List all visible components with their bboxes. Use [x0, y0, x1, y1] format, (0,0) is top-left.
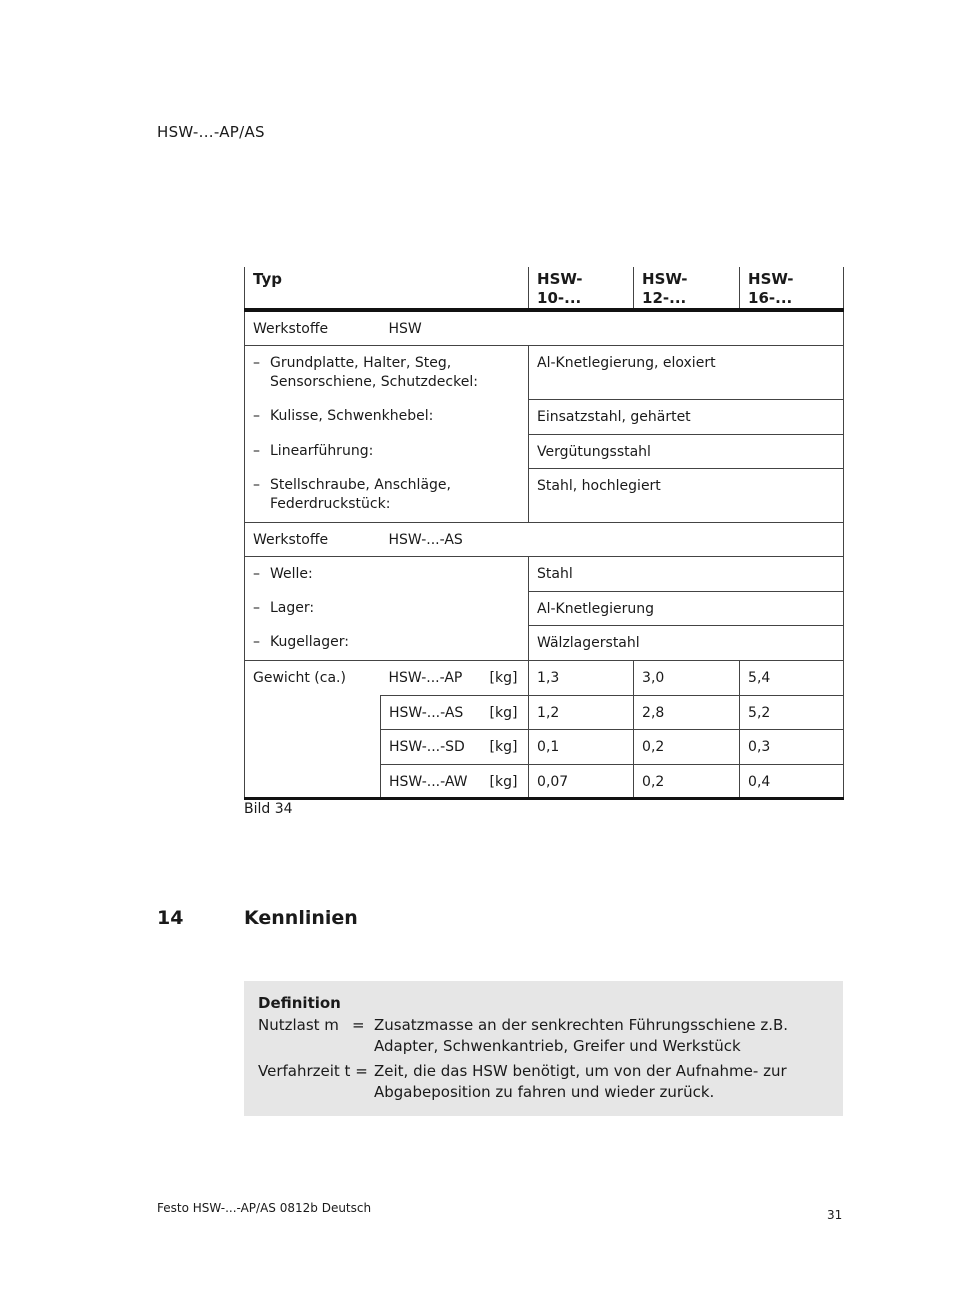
- group-label: Werkstoffe: [245, 522, 381, 556]
- table-row: [245, 625, 844, 660]
- figure-caption: Bild 34: [244, 801, 293, 817]
- group-model: HSW: [381, 310, 844, 345]
- table-header-row: [245, 267, 844, 310]
- part-text: Kugellager:: [270, 634, 349, 650]
- material-cell: Al-Knetlegierung: [529, 591, 844, 625]
- table-row: [245, 345, 844, 399]
- weight-value: 0,1: [529, 729, 634, 764]
- weight-value: 3,0: [634, 660, 740, 695]
- weight-value: 0,4: [740, 764, 844, 798]
- part-text: Lager:: [270, 600, 315, 616]
- table-row: [245, 434, 844, 468]
- footer-document-id: Festo HSW-...-AP/AS 0812b Deutsch: [157, 1201, 372, 1215]
- weight-value: 0,2: [634, 764, 740, 798]
- part-cell: – Welle:: [245, 556, 529, 591]
- table-row: [245, 729, 844, 764]
- technical-data-table: [244, 267, 844, 800]
- definition-text: Zusatzmasse an der senkrechten Führungsschiene z.B. Adapter, Schwenkantrieb, Greifer und Werkstück: [374, 1016, 789, 1055]
- weight-unit: [kg]: [482, 695, 529, 729]
- weight-variant: HSW-...-AP: [381, 660, 482, 695]
- weight-value: 0,07: [529, 764, 634, 798]
- definition-title: Definition: [258, 994, 341, 1012]
- definition-entry: [258, 1061, 843, 1103]
- part-cell: – Grundplatte, Halter, Steg, Sensorschiene, Schutzdeckel:: [245, 345, 529, 399]
- header-hsw-12: HSW-12-...: [634, 267, 740, 310]
- part-text: Grundplatte, Halter, Steg, Sensorschiene, Schutzdeckel:: [270, 354, 478, 390]
- definition-text: Zeit, die das HSW benötigt, um von der Aufnahme- zur Abgabeposition zu fahren und wieder zurück.: [374, 1062, 787, 1101]
- part-text: Kulisse, Schwenkhebel:: [270, 408, 434, 424]
- header-typ: Typ: [245, 267, 529, 310]
- table-row: [245, 556, 844, 591]
- definition-term: Nutzlast m =: [258, 1016, 365, 1034]
- table-row: [245, 591, 844, 625]
- weight-label: Gewicht (ca.): [245, 660, 381, 695]
- part-cell: – Lager:: [245, 591, 529, 625]
- part-cell: – Stellschraube, Anschläge, Federdruckstück:: [245, 468, 529, 522]
- weight-variant: HSW-...-AS: [381, 695, 482, 729]
- weight-variant: HSW-...-SD: [381, 729, 482, 764]
- table-row: [245, 399, 844, 434]
- definition-entry: [258, 1015, 843, 1057]
- weight-value: 2,8: [634, 695, 740, 729]
- header-hsw-10: HSW-10-...: [529, 267, 634, 310]
- section-number: 14: [157, 907, 184, 929]
- group-model: HSW-...-AS: [381, 522, 844, 556]
- page-number: 31: [827, 1208, 843, 1222]
- table-row: [245, 468, 844, 522]
- weight-value: 1,3: [529, 660, 634, 695]
- weight-value: 5,2: [740, 695, 844, 729]
- material-cell: Stahl: [529, 556, 844, 591]
- part-text: Linearführung:: [270, 443, 374, 459]
- material-cell: Wälzlagerstahl: [529, 625, 844, 660]
- part-cell: – Kugellager:: [245, 625, 529, 660]
- weight-value: 1,2: [529, 695, 634, 729]
- part-text: Welle:: [270, 565, 313, 582]
- table-row: [245, 764, 844, 798]
- table-row: [245, 660, 844, 695]
- definition-term: Verfahrzeit t =: [258, 1062, 368, 1080]
- table-row: [245, 522, 844, 556]
- material-cell: Al-Knetlegierung, eloxiert: [529, 345, 844, 399]
- material-cell: Vergütungsstahl: [529, 434, 844, 468]
- section-title: Kennlinien: [244, 907, 358, 929]
- table-row: [245, 695, 844, 729]
- weight-unit: [kg]: [482, 764, 529, 798]
- material-cell: Stahl, hochlegiert: [529, 468, 844, 522]
- weight-variant: HSW-...-AW: [381, 764, 482, 798]
- weight-value: 0,2: [634, 729, 740, 764]
- definition-box: [244, 981, 843, 1116]
- part-cell: – Kulisse, Schwenkhebel:: [245, 399, 529, 434]
- header-hsw-16: HSW-16-...: [740, 267, 844, 310]
- table-row: [245, 310, 844, 345]
- weight-unit: [kg]: [482, 660, 529, 695]
- group-label: Werkstoffe: [245, 310, 381, 345]
- weight-unit: [kg]: [482, 729, 529, 764]
- weight-value: 0,3: [740, 729, 844, 764]
- material-cell: Einsatzstahl, gehärtet: [529, 399, 844, 434]
- running-header: HSW-...-AP/AS: [157, 123, 265, 141]
- part-cell: – Linearführung:: [245, 434, 529, 468]
- part-text: Stellschraube, Anschläge, Federdruckstück:: [270, 477, 451, 512]
- weight-value: 5,4: [740, 660, 844, 695]
